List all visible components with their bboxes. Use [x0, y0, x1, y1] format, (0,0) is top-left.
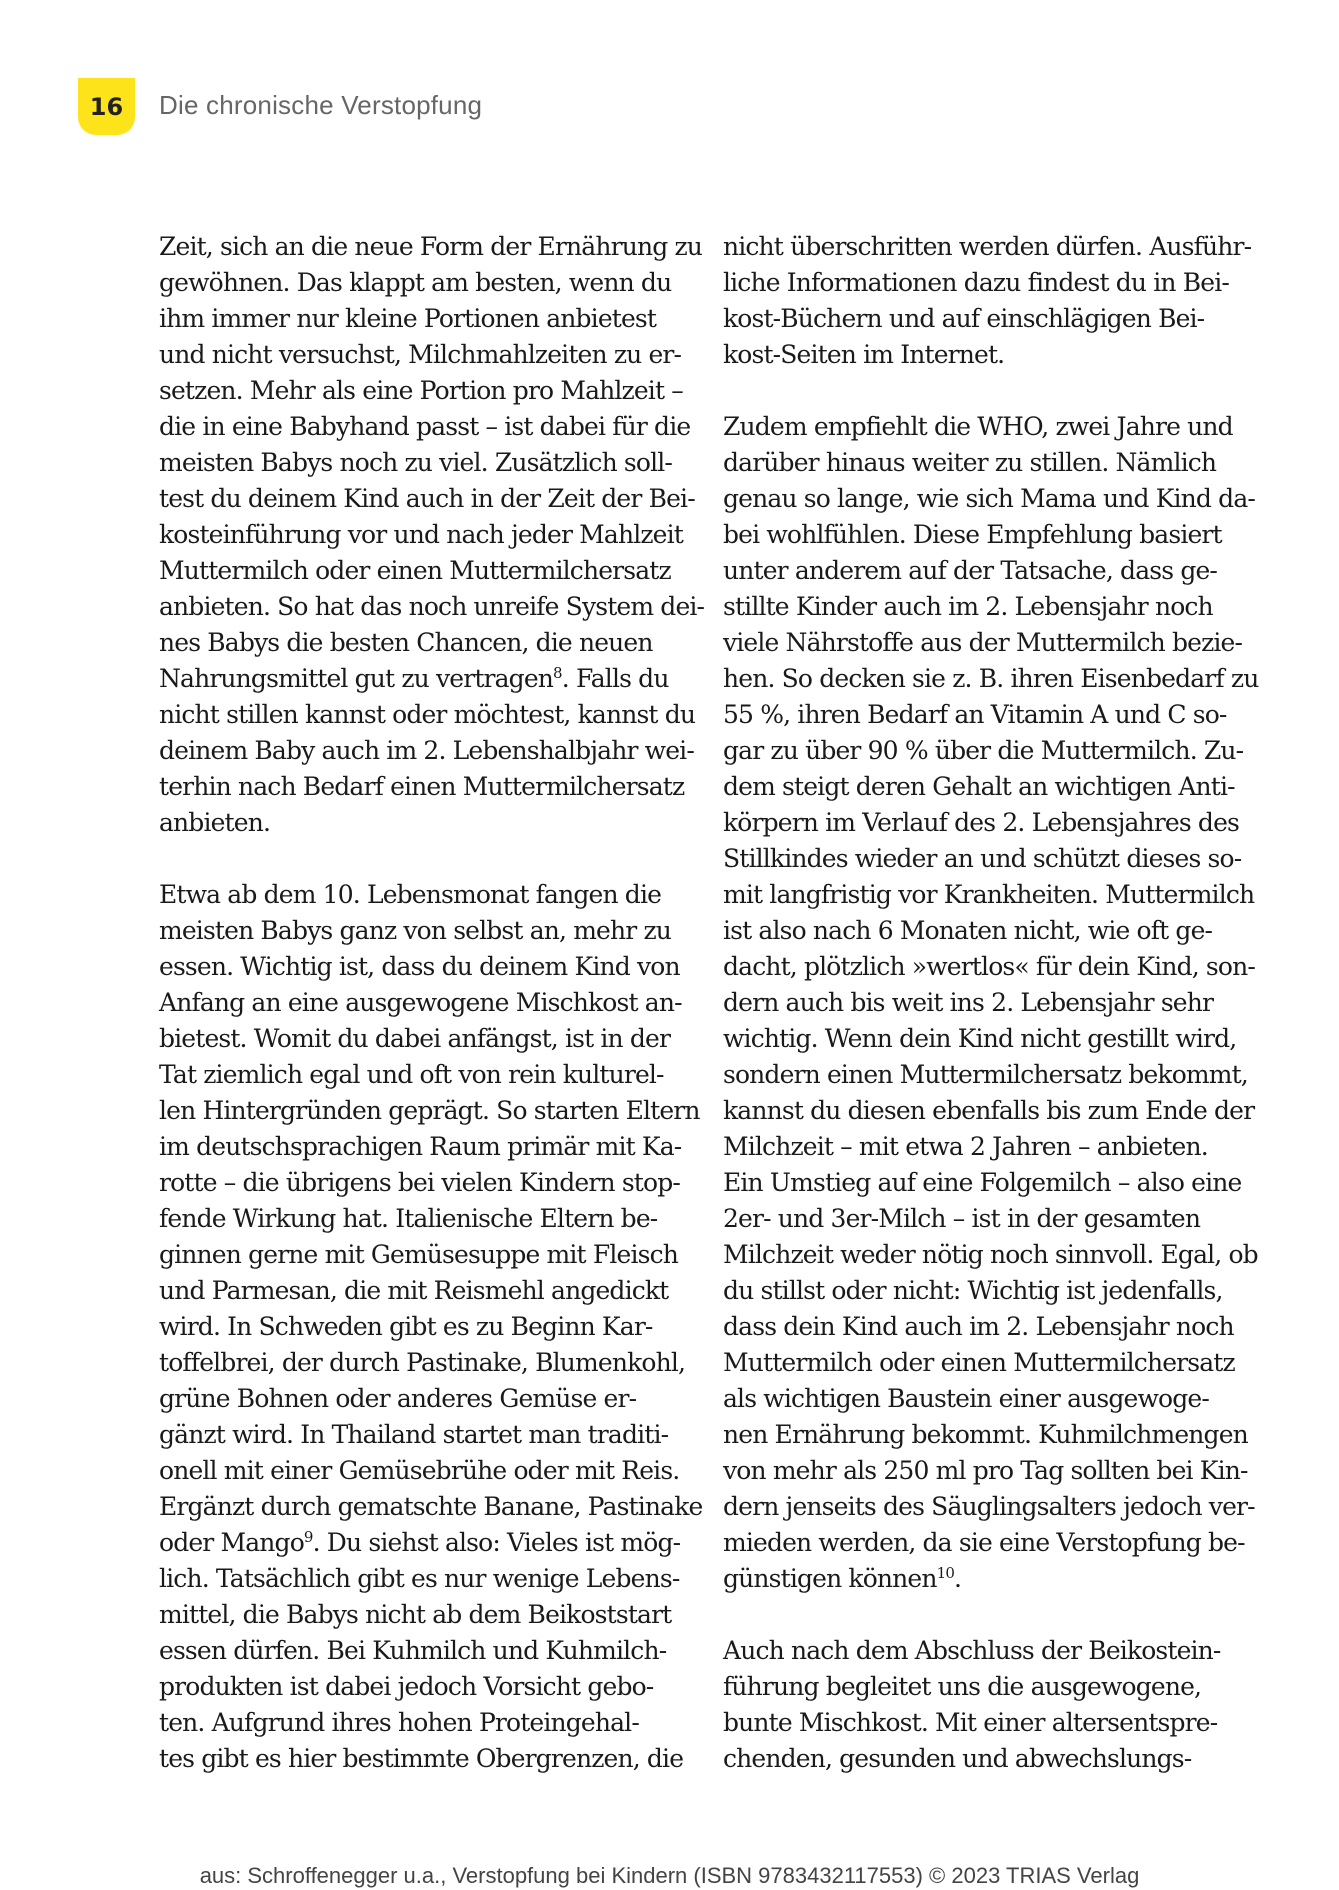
text-line: mieden werden, da sie eine Verstopfung be-: [723, 1528, 1245, 1557]
text-line: liche Informationen dazu findest du in Bei-: [723, 268, 1229, 297]
text-line: viele Nährstoffe aus der Muttermilch bezie-: [723, 628, 1243, 657]
text-line: 55 %, ihren Bedarf an Vitamin A und C so-: [723, 700, 1227, 729]
text-line: Ein Umstieg auf eine Folgemilch – also eine: [723, 1168, 1242, 1197]
text-line: Auch nach dem Abschluss der Beikostein-: [723, 1636, 1221, 1665]
text-line: kannst du diesen ebenfalls bis zum Ende der: [723, 1096, 1255, 1125]
text-line: hen. So decken sie z. B. ihren Eisenbedarf zu: [723, 664, 1259, 693]
text-line: körpern im Verlauf des 2. Lebensjahres des: [723, 808, 1240, 837]
text-line: und nicht versuchst, Milchmahlzeiten zu er-: [159, 340, 682, 369]
text-line: terhin nach Bedarf einen Muttermilchersatz: [159, 772, 685, 801]
text-line: nes Babys die besten Chancen, die neuen: [159, 628, 653, 657]
text-line: bei wohlfühlen. Diese Empfehlung basiert: [723, 520, 1222, 549]
text-line: fende Wirkung hat. Italienische Eltern be-: [159, 1204, 658, 1233]
text-line: als wichtigen Baustein einer ausgewoge-: [723, 1384, 1209, 1413]
text-line: wichtig. Wenn dein Kind nicht gestillt wird,: [723, 1024, 1237, 1053]
text-line: ist also nach 6 Monaten nicht, wie oft ge-: [723, 916, 1213, 945]
footnote-reference-9: 9: [303, 1528, 313, 1546]
footnote-reference-10: 10: [936, 1564, 955, 1582]
text-line: ginnen gerne mit Gemüsesuppe mit Fleisch: [159, 1240, 678, 1269]
text-line: meisten Babys noch zu viel. Zusätzlich soll-: [159, 448, 673, 477]
text-line: toffelbrei, der durch Pastinake, Blumenkohl,: [159, 1348, 686, 1377]
text-line: dem steigt deren Gehalt an wichtigen Anti-: [723, 772, 1235, 801]
text-line: du stillst oder nicht: Wichtig ist jedenfalls,: [723, 1276, 1223, 1305]
text-line: Muttermilch oder einen Muttermilchersatz: [159, 556, 671, 585]
left-text-column: [159, 229, 705, 1777]
source-footer: aus: Schroffenegger u.a., Verstopfung bei Kindern (ISBN 9783432117553) © 2023 TRIAS Verlag: [199, 1863, 1140, 1888]
text-line: nicht überschritten werden dürfen. Ausführ-: [723, 232, 1252, 261]
text-line: kosteinführung vor und nach jeder Mahlzeit: [159, 520, 683, 549]
text-line: Stillkindes wieder an und schützt dieses so-: [723, 844, 1242, 873]
text-line: gewöhnen. Das klappt am besten, wenn du: [159, 268, 672, 297]
text-line: grüne Bohnen oder anderes Gemüse er-: [159, 1384, 637, 1413]
text-fragment: .: [954, 1564, 962, 1593]
text-line: kost-Seiten im Internet.: [723, 340, 1005, 369]
text-fragment: oder Mango: [159, 1528, 304, 1557]
text-line: die in eine Babyhand passt – ist dabei für die: [159, 412, 691, 441]
page-number: 16: [89, 92, 124, 121]
text-line: tes gibt es hier bestimmte Obergrenzen, die: [159, 1744, 684, 1773]
text-line: Etwa ab dem 10. Lebensmonat fangen die: [159, 880, 662, 909]
text-line: Anfang an eine ausgewogene Mischkost an-: [159, 988, 682, 1017]
text-line: mit langfristig vor Krankheiten. Muttermilch: [723, 880, 1255, 909]
text-line: im deutschsprachigen Raum primär mit Ka-: [159, 1132, 682, 1161]
text-line: nen Ernährung bekommt. Kuhmilchmengen: [723, 1420, 1248, 1449]
text-line: dacht, plötzlich »wertlos« für dein Kind, son-: [723, 952, 1255, 981]
text-fragment: Nahrungsmittel gut zu vertragen: [159, 664, 554, 693]
text-line: essen. Wichtig ist, dass du deinem Kind von: [159, 952, 680, 981]
text-line: anbieten. So hat das noch unreife System dei-: [159, 592, 705, 621]
text-fragment: . Falls du: [561, 664, 669, 693]
running-title: Die chronische Verstopfung: [159, 90, 483, 120]
paragraph-gap: [159, 841, 684, 877]
text-line: unter anderem auf der Tatsache, dass ge-: [723, 556, 1218, 585]
text-line: bietest. Womit du dabei anfängst, ist in der: [159, 1024, 671, 1053]
text-line: setzen. Mehr als eine Portion pro Mahlzeit –: [159, 376, 683, 405]
text-line: dern jenseits des Säuglingsalters jedoch ver-: [723, 1492, 1255, 1521]
text-line: essen dürfen. Bei Kuhmilch und Kuhmilch-: [159, 1636, 667, 1665]
text-line: ten. Aufgrund ihres hohen Proteingehal-: [159, 1708, 639, 1737]
footnote-reference-8: 8: [553, 664, 562, 682]
text-line: bunte Mischkost. Mit einer altersentspre-: [723, 1708, 1218, 1737]
text-line: Muttermilch oder einen Muttermilchersatz: [723, 1348, 1235, 1377]
text-line: dern auch bis weit ins 2. Lebensjahr sehr: [723, 988, 1214, 1017]
text-line: chenden, gesunden und abwechslungs-: [723, 1744, 1192, 1773]
text-line: rotte – die übrigens bei vielen Kindern stop-: [159, 1168, 680, 1197]
text-line: lich. Tatsächlich gibt es nur wenige Lebens-: [159, 1564, 680, 1593]
text-line-with-footnote: [723, 1561, 1248, 1597]
text-line: Zudem empfiehlt die WHO, zwei Jahre und: [723, 412, 1233, 441]
text-line: anbieten.: [159, 808, 271, 837]
text-line-with-footnote: [159, 1525, 684, 1561]
paragraph-gap: [723, 1597, 1248, 1633]
text-line: produkten ist dabei jedoch Vorsicht gebo-: [159, 1672, 654, 1701]
text-line: genau so lange, wie sich Mama und Kind da-: [723, 484, 1255, 513]
text-line: Milchzeit weder nötig noch sinnvoll. Egal, ob: [723, 1240, 1258, 1269]
text-line: Milchzeit – mit etwa 2 Jahren – anbieten.: [723, 1132, 1208, 1161]
text-line: Ergänzt durch gematschte Banane, Pastinake: [159, 1492, 703, 1521]
text-line: kost-Büchern und auf einschlägigen Bei-: [723, 304, 1205, 333]
text-line: stillte Kinder auch im 2. Lebensjahr noch: [723, 592, 1213, 621]
text-line: führung begleitet uns die ausgewogene,: [723, 1672, 1202, 1701]
text-line: meisten Babys ganz von selbst an, mehr zu: [159, 916, 672, 945]
text-line: test du deinem Kind auch in der Zeit der Bei-: [159, 484, 695, 513]
text-line: von mehr als 250 ml pro Tag sollten bei Kin-: [723, 1456, 1248, 1485]
text-line: nicht stillen kannst oder möchtest, kannst du: [159, 700, 696, 729]
text-fragment: günstigen können: [723, 1564, 937, 1593]
text-line: sondern einen Muttermilchersatz bekommt,: [723, 1060, 1248, 1089]
text-line: Zeit, sich an die neue Form der Ernährung zu: [159, 232, 703, 261]
text-line: gar zu über 90 % über die Muttermilch. Zu-: [723, 736, 1244, 765]
text-line: und Parmesan, die mit Reismehl angedickt: [159, 1276, 669, 1305]
text-line: len Hintergründen geprägt. So starten Eltern: [159, 1096, 700, 1125]
paragraph-gap: [723, 373, 1248, 409]
text-line: mittel, die Babys nicht ab dem Beikoststart: [159, 1600, 672, 1629]
text-line: deinem Baby auch im 2. Lebenshalbjahr wei-: [159, 736, 694, 765]
text-line: darüber hinaus weiter zu stillen. Nämlich: [723, 448, 1217, 477]
text-line: gänzt wird. In Thailand startet man traditi-: [159, 1420, 669, 1449]
text-line: ihm immer nur kleine Portionen anbietest: [159, 304, 657, 333]
text-line: onell mit einer Gemüsebrühe oder mit Reis.: [159, 1456, 680, 1485]
text-fragment: . Du siehst also: Vieles ist mög-: [312, 1528, 681, 1557]
text-line: Tat ziemlich egal und oft von rein kulturel-: [159, 1060, 664, 1089]
text-line-with-footnote: [159, 661, 684, 697]
right-text-column: [723, 229, 1259, 1777]
page-number-tab: [78, 78, 135, 135]
text-line: 2er- und 3er-Milch – ist in der gesamten: [723, 1204, 1201, 1233]
text-line: wird. In Schweden gibt es zu Beginn Kar-: [159, 1312, 653, 1341]
text-line: dass dein Kind auch im 2. Lebensjahr noch: [723, 1312, 1234, 1341]
